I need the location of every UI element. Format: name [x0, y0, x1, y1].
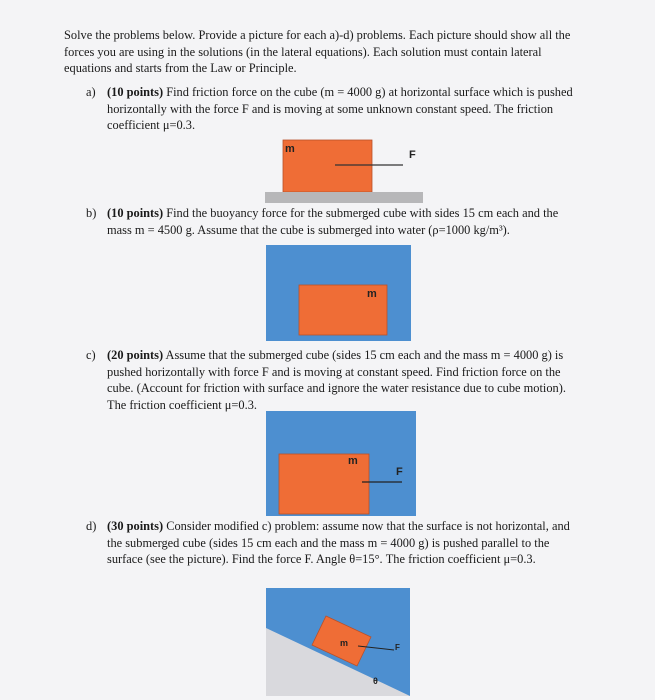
- problem-c-points: (20 points): [107, 348, 164, 362]
- figure-a-surface: [265, 192, 423, 203]
- figure-b: [266, 245, 411, 341]
- problem-a: [86, 84, 573, 132]
- figure-a: [265, 138, 423, 206]
- problem-a-text: Find friction force on the cube (m = 4000 g) at horizontal surface which is pushed horizontally with the force F and is moving at some unknown constant speed. The friction coefficient μ=0.3.: [107, 85, 573, 132]
- problem-d-text: Consider modified c) problem: assume now that the surface is not horizontal, and the submerged cube (sides 15 cm each and the mass m = 4000 g) is pushed parallel to the surface (see the picture). Find the force F. Angle θ=15°. The friction coefficient μ=0.3.: [107, 519, 570, 566]
- problem-b-letter: b): [86, 206, 97, 220]
- figure-d-mass-label: m: [340, 638, 349, 648]
- problem-c: [86, 347, 566, 412]
- problem-a-points: (10 points): [107, 85, 164, 99]
- figure-c-mass-label: m: [348, 455, 358, 467]
- figure-b-mass-label: m: [367, 288, 377, 300]
- problem-b-points: (10 points): [107, 206, 164, 220]
- problem-d-points: (30 points): [107, 519, 164, 533]
- figure-a-force-label: F: [409, 149, 416, 161]
- problem-c-letter: c): [86, 348, 96, 362]
- figure-c-force-label: F: [396, 466, 403, 478]
- problem-d: [86, 518, 570, 566]
- problem-b-text: Find the buoyancy force for the submerged cube with sides 15 cm each and the mass m = 4500 g. Assume that the cube is submerged into water (ρ=1000 kg/m³).: [107, 206, 559, 237]
- figure-d-angle-label: θ: [373, 676, 378, 686]
- figure-a-mass-label: m: [285, 143, 295, 155]
- figure-a-cube: [283, 140, 372, 192]
- problem-a-letter: a): [86, 85, 96, 99]
- problem-d-letter: d): [86, 519, 97, 533]
- figure-c: [266, 411, 416, 516]
- figure-d: [266, 588, 410, 696]
- problem-c-text: Assume that the submerged cube (sides 15 cm each and the mass m = 4000 g) is pushed horizontally with force F and is moving at constant speed. Find friction force on the cube. (Account for friction with surface and ignore the water resistance due to cube motion). The friction coefficient μ=0.3.: [107, 348, 566, 412]
- figure-d-force-label: F: [395, 643, 400, 652]
- problem-b: [86, 205, 559, 237]
- instructions-paragraph: Solve the problems below. Provide a picture for each a)-d) problems. Each picture should show all the forces you are using in the solutions (in the lateral equations). Each solution must contain lateral equations and starts from the Law or Principle.: [64, 28, 571, 75]
